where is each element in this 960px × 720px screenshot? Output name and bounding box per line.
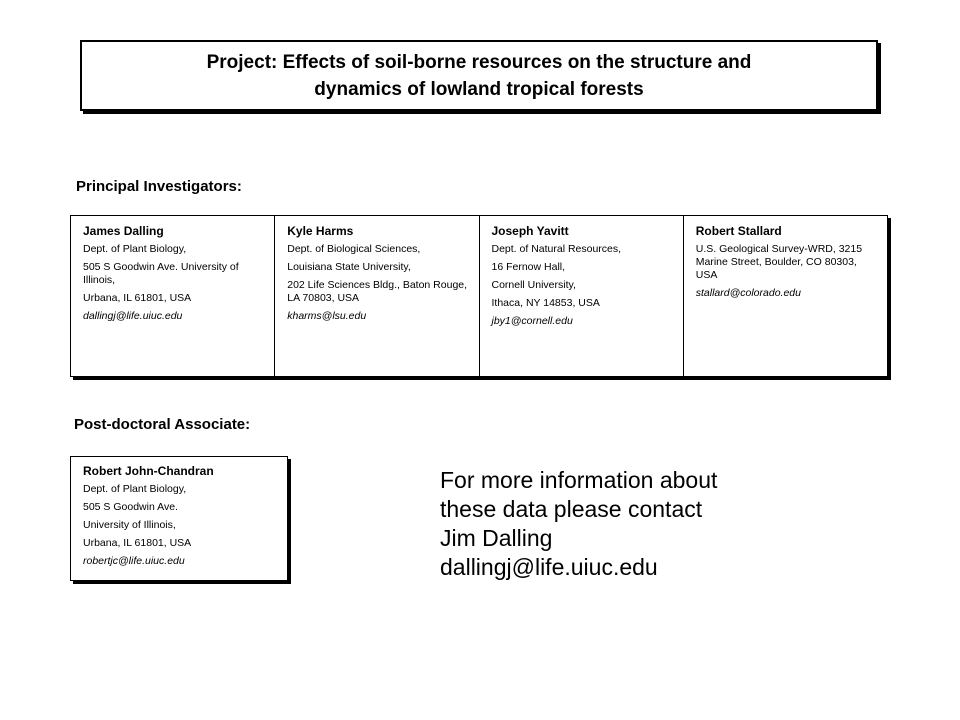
project-title [207,49,752,103]
investigators-table [70,215,888,377]
investigator-email: stallard@colorado.edu [695,287,801,299]
postdoc-heading: Post-doctoral Associate: [74,416,251,433]
investigator-cell-stallard [684,216,887,376]
investigator-address-line: Urbana, IL 61801, USA [83,292,192,304]
investigator-address-line: Ithaca, NY 14853, USA [491,297,600,309]
postdoc-box [70,456,288,581]
postdoc-address-line: Dept. of Plant Biology, [83,483,187,495]
investigator-address-line: 16 Fernow Hall, [491,261,566,273]
project-title-line-1: Project: Effects of soil-borne resources on the structure and [206,51,752,73]
investigator-email: kharms@lsu.edu [287,310,367,322]
contact-email: dallingj@life.uiuc.edu [440,554,658,580]
investigator-name: Robert Stallard [695,224,782,238]
postdoc-email: robertjc@life.uiuc.edu [83,555,185,567]
investigator-name: Kyle Harms [287,224,354,238]
contact-line-2: these data please contact [440,496,703,522]
investigator-address-line: 202 Life Sciences Bldg., Baton Rouge, LA 70803, USA [287,279,468,304]
investigator-address-line: U.S. Geological Survey-WRD, 3215 Marine Street, Boulder, CO 80303, USA [695,243,863,281]
contact-line-1: For more information about [440,467,718,493]
investigator-email: jby1@cornell.edu [491,315,573,327]
investigator-cell-dalling [71,216,275,376]
postdoc-name: Robert John-Chandran [83,464,214,478]
project-title-line-2: dynamics of lowland tropical forests [314,78,644,100]
investigator-address-line: 505 S Goodwin Ave. University of Illinois, [83,261,239,286]
investigator-address-line: Dept. of Plant Biology, [83,243,187,255]
investigator-address-line: Dept. of Biological Sciences, [287,243,421,255]
investigator-address-line: Louisiana State University, [287,261,411,273]
project-title-box [80,40,878,111]
principal-investigators-heading: Principal Investigators: [76,178,242,195]
investigator-cell-harms [275,216,479,376]
postdoc-address-line: 505 S Goodwin Ave. [83,501,178,513]
investigator-cell-yavitt [480,216,684,376]
postdoc-address-line: University of Illinois, [83,519,176,531]
contact-info [440,466,717,582]
investigator-email: dallingj@life.uiuc.edu [83,310,183,322]
contact-name: Jim Dalling [440,525,553,551]
investigator-name: James Dalling [83,224,164,238]
investigator-address-line: Cornell University, [491,279,576,291]
investigator-name: Joseph Yavitt [491,224,569,238]
postdoc-address-line: Urbana, IL 61801, USA [83,537,192,549]
investigator-address-line: Dept. of Natural Resources, [491,243,622,255]
